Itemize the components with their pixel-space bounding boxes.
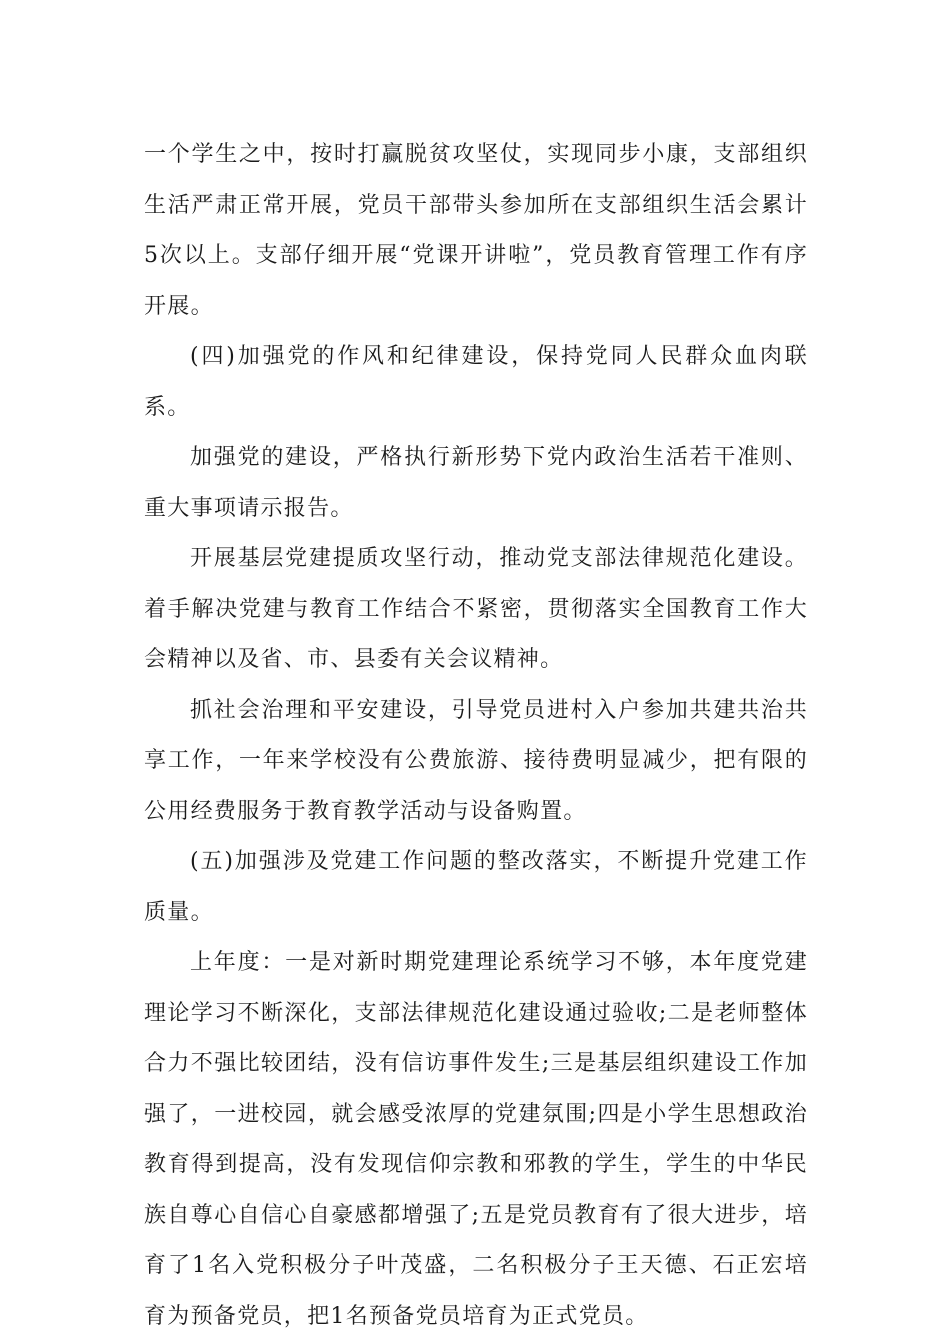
paragraph-2-heading: (四)加强党的作风和纪律建设，保持党同人民群众血肉联系。	[144, 344, 808, 420]
paragraph-6-heading: (五)加强涉及党建工作问题的整改落实，不断提升党建工作质量。	[144, 849, 808, 925]
paragraph-1: 一个学生之中，按时打赢脱贫攻坚仗，实现同步小康，支部组织生活严肃正常开展，党员干部带头参加所在支部组织生活会累计5次以上。支部仔细开展“党课开讲啦”，党员教育管理工作有序开展。	[144, 142, 808, 319]
paragraph-5: 抓社会治理和平安建设，引导党员进村入户参加共建共治共享工作，一年来学校没有公费旅游、接待费明显减少，把有限的公用经费服务于教育教学活动与设备购置。	[144, 697, 808, 824]
paragraph-3: 加强党的建设，严格执行新形势下党内政治生活若干准则、重大事项请示报告。	[144, 445, 808, 521]
paragraph-7: 上年度：一是对新时期党建理论系统学习不够，本年度党建理论学习不断深化，支部法律规范化建设通过验收;二是老师整体合力不强比较团结，没有信访事件发生;三是基层组织建设工作加强了，一进校园，就会感受浓厚的党建氛围;四是小学生思想政治教育得到提高，没有发现信仰宗教和邪教的学生，学生的中华民族自尊心自信心自豪感都增强了;五是党员教育有了很大进步，培育了1名入党积极分子叶茂盛，二名积极分子王天德、石正宏培育为预备党员，把1名预备党员培育为正式党员。	[144, 950, 808, 1329]
paragraph-4: 开展基层党建提质攻坚行动，推动党支部法律规范化建设。着手解决党建与教育工作结合不紧密，贯彻落实全国教育工作大会精神以及省、市、县委有关会议精神。	[144, 546, 808, 672]
document-body	[144, 130, 808, 1342]
